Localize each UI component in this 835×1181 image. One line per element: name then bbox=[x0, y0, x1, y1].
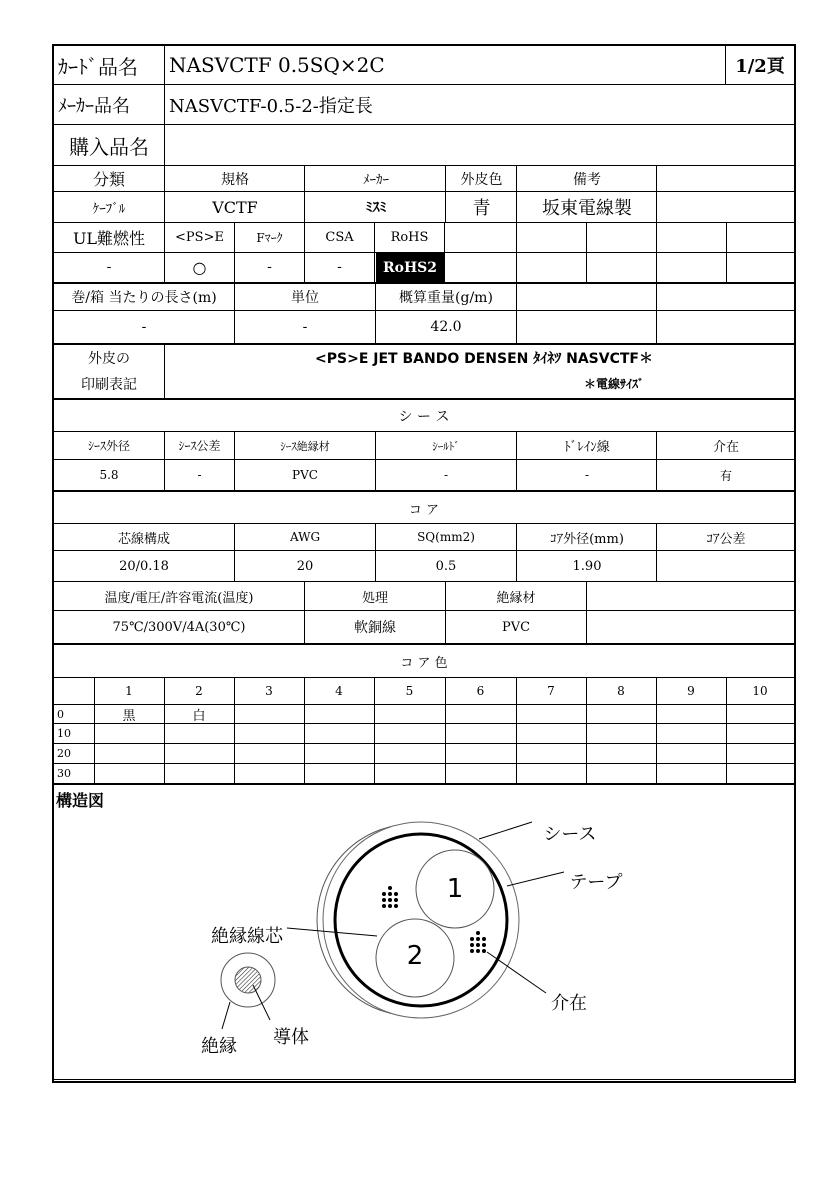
card-name-label: ｶｰﾄﾞ品名 bbox=[58, 54, 138, 79]
core-color-column-header: 10 bbox=[752, 684, 768, 698]
core-color-cell bbox=[304, 764, 374, 783]
core-color-cell bbox=[726, 724, 794, 743]
core-color-cell bbox=[304, 724, 374, 743]
core-color-cell bbox=[445, 705, 516, 724]
length-header: 巻/箱 当たりの長さ(m) bbox=[71, 290, 217, 306]
core-color-cell bbox=[726, 764, 794, 783]
core-color-cell bbox=[516, 705, 586, 724]
ul-flame-header: UL難燃性 bbox=[72, 228, 146, 248]
insulation-header: 絶縁材 bbox=[496, 590, 536, 606]
core-color-cell bbox=[656, 744, 726, 763]
insulated-core-label: 絶縁線芯 bbox=[211, 926, 283, 947]
core-1-label: 1 bbox=[446, 874, 464, 904]
sheath-od-header: ｼｰｽ外径 bbox=[87, 439, 130, 453]
core-color-cell bbox=[656, 705, 726, 724]
sq-value: 0.5 bbox=[435, 558, 457, 574]
weight-value: 42.0 bbox=[430, 319, 462, 335]
pse-value: ○ bbox=[192, 257, 207, 277]
core-color-column-header: 3 bbox=[265, 684, 273, 698]
standard-value: VCTF bbox=[212, 197, 258, 217]
length-value: - bbox=[141, 319, 147, 335]
page-number: 1/2頁 bbox=[735, 56, 785, 77]
insulation-value: PVC bbox=[501, 619, 531, 635]
structure-title: 構造図 bbox=[56, 790, 105, 810]
tape-label: テープ bbox=[569, 872, 623, 893]
csa-value: - bbox=[337, 259, 342, 275]
filler-value: 有 bbox=[719, 468, 732, 483]
sheath-tol-header: ｼｰｽ公差 bbox=[178, 439, 221, 453]
core-color-cell bbox=[374, 724, 445, 743]
standard-header: 規格 bbox=[221, 171, 249, 188]
unit-value: - bbox=[302, 319, 308, 335]
core-color-cell: 白 bbox=[192, 709, 206, 724]
core-color-cell bbox=[374, 744, 445, 763]
sq-header: SQ(mm2) bbox=[417, 530, 475, 544]
core-color-cell bbox=[516, 744, 586, 763]
print-text-line1: <PS>E JET BANDO DENSEN ﾀｲﾈﾂ NASVCTF＊ bbox=[315, 351, 653, 367]
core-construction-value: 20/0.18 bbox=[119, 558, 169, 574]
pse-header: <PS>E bbox=[175, 229, 224, 245]
core-color-cell bbox=[586, 744, 656, 763]
core-color-column-header: 6 bbox=[476, 684, 485, 698]
rating-value: 75℃/300V/4A(30℃) bbox=[112, 619, 246, 635]
print-text-line2: ＊電線ｻｲｽﾞ bbox=[583, 376, 644, 391]
maker-value: ﾐｽﾐ bbox=[365, 200, 387, 216]
drain-value: - bbox=[584, 468, 590, 482]
core-od-header: ｺｱ外径(mm) bbox=[550, 531, 624, 547]
core-color-row-label: 30 bbox=[57, 767, 71, 780]
sheath-color-value: 青 bbox=[472, 198, 491, 219]
spec-sheet bbox=[52, 44, 796, 1083]
core-tol-value bbox=[658, 551, 794, 581]
shield-header: ｼｰﾙﾄﾞ bbox=[432, 439, 460, 453]
unit-header: 単位 bbox=[291, 290, 319, 306]
core-color-cell bbox=[586, 764, 656, 783]
core-color-cell bbox=[94, 724, 164, 743]
core-color-row-label: 0 bbox=[57, 708, 64, 721]
sheath-color-header: 外皮色 bbox=[460, 171, 503, 188]
insulation-label: 絶縁 bbox=[201, 1036, 237, 1057]
purchase-name-value bbox=[165, 125, 785, 165]
core-title: コ ア bbox=[408, 502, 440, 518]
core-color-column-header: 4 bbox=[335, 684, 343, 698]
core-color-row-label: 10 bbox=[57, 727, 71, 740]
awg-header: AWG bbox=[289, 530, 321, 544]
sheath-material-header: ｼｰｽ絶縁材 bbox=[280, 439, 330, 453]
classification-header: 分類 bbox=[92, 170, 125, 189]
ul-flame-value: - bbox=[106, 259, 112, 275]
core-color-cell bbox=[586, 724, 656, 743]
core-color-column-header: 9 bbox=[687, 684, 695, 698]
core-color-cell bbox=[304, 744, 374, 763]
core-color-column-header: 2 bbox=[195, 684, 203, 698]
maker-name-label: ﾒｰｶｰ品名 bbox=[58, 95, 130, 117]
sheath-tol-value: - bbox=[197, 468, 202, 482]
filler-header: 介在 bbox=[712, 440, 739, 455]
print-label-line2: 印刷表記 bbox=[81, 377, 137, 393]
core-color-cell bbox=[516, 724, 586, 743]
core-color-cell bbox=[164, 744, 234, 763]
print-label-line1: 外皮の bbox=[88, 351, 130, 367]
treatment-value: 軟銅線 bbox=[354, 620, 396, 636]
core-color-cell bbox=[164, 764, 234, 783]
core-color-row-label: 20 bbox=[57, 747, 71, 760]
core-color-column-header: 5 bbox=[405, 684, 414, 698]
core-color-cell bbox=[94, 764, 164, 783]
maker-header: ﾒｰｶｰ bbox=[363, 173, 389, 188]
cable-diagram-main bbox=[54, 784, 794, 1082]
conductor-label: 導体 bbox=[273, 1027, 309, 1048]
core-color-column-header: 1 bbox=[125, 684, 133, 698]
core-color-cell bbox=[726, 744, 794, 763]
remarks-header: 備考 bbox=[573, 171, 601, 188]
sheath-od-value: 5.8 bbox=[99, 468, 119, 482]
core-color-title: コ ア 色 bbox=[400, 655, 448, 671]
core-color-cell bbox=[656, 724, 726, 743]
core-color-cell bbox=[374, 705, 445, 724]
card-name-value: NASVCTF 0.5SQ×2C bbox=[169, 53, 385, 77]
sheath-title: シ ー ス bbox=[398, 409, 450, 425]
core-color-cell bbox=[726, 705, 794, 724]
core-color-cell bbox=[234, 764, 304, 783]
csa-header: CSA bbox=[325, 229, 354, 245]
classification-value: ｹｰﾌﾞﾙ bbox=[92, 201, 126, 217]
core-tol-header: ｺｱ公差 bbox=[706, 531, 746, 547]
core-color-cell bbox=[516, 764, 586, 783]
core-color-cell bbox=[445, 764, 516, 783]
core-od-value: 1.90 bbox=[572, 558, 602, 574]
f-mark-header: Fﾏｰｸ bbox=[256, 230, 283, 245]
awg-value: 20 bbox=[296, 558, 314, 574]
rating-header: 温度/電圧/許容電流(温度) bbox=[104, 590, 254, 606]
core-color-cell bbox=[445, 744, 516, 763]
core-color-cell bbox=[164, 724, 234, 743]
core-construction-header: 芯線構成 bbox=[117, 531, 170, 547]
core-color-cell: 黒 bbox=[122, 709, 136, 724]
treatment-header: 処理 bbox=[361, 590, 388, 606]
core-color-cell bbox=[445, 724, 516, 743]
shield-value: - bbox=[443, 468, 449, 482]
rohs-value: RoHS2 bbox=[376, 253, 444, 282]
core-color-cell bbox=[374, 764, 445, 783]
maker-name-value: NASVCTF-0.5-2-指定長 bbox=[169, 95, 373, 117]
weight-header: 概算重量(g/m) bbox=[399, 290, 493, 306]
core-color-cell bbox=[586, 705, 656, 724]
drain-header: ﾄﾞﾚｲﾝ線 bbox=[564, 440, 610, 455]
core-color-column-header: 8 bbox=[617, 684, 625, 698]
filler-label: 介在 bbox=[551, 993, 587, 1014]
core-color-cell bbox=[94, 744, 164, 763]
core-color-cell bbox=[304, 705, 374, 724]
core-color-cell bbox=[656, 764, 726, 783]
core-color-cell bbox=[234, 744, 304, 763]
core-color-cell bbox=[234, 705, 304, 724]
core-2-label: 2 bbox=[406, 941, 424, 971]
rohs-header: RoHS bbox=[390, 229, 429, 245]
core-color-column-header: 7 bbox=[547, 684, 555, 698]
purchase-name-label: 購入品名 bbox=[69, 134, 149, 159]
f-mark-value: - bbox=[267, 259, 272, 275]
remarks-value: 坂東電線製 bbox=[542, 198, 632, 219]
sheath-material-value: PVC bbox=[292, 468, 318, 482]
sheath-label: シース bbox=[543, 824, 597, 845]
core-color-cell bbox=[234, 724, 304, 743]
